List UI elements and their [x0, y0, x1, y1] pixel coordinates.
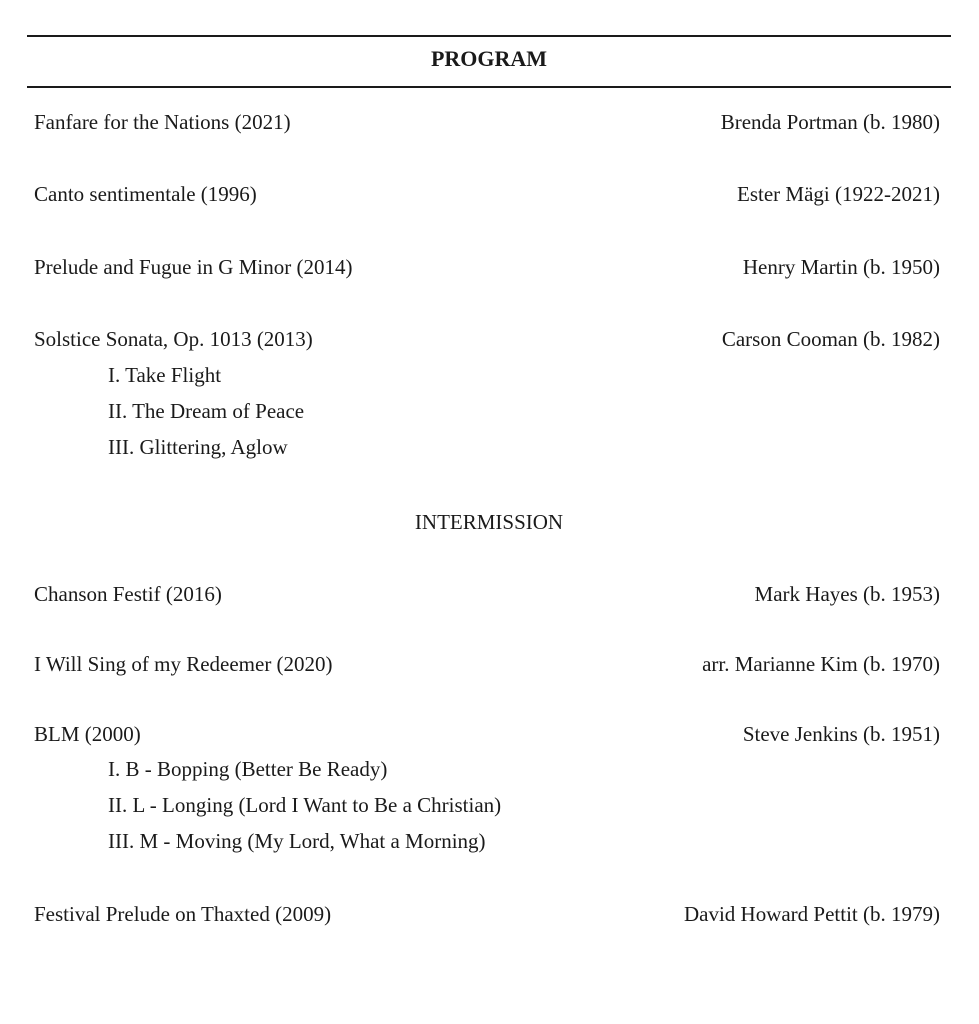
movement: III. Glittering, Aglow: [108, 435, 288, 459]
program-heading: PROGRAM: [430, 46, 548, 71]
movement: II. L - Longing (Lord I Want to Be a Christian): [108, 793, 502, 817]
movement: I. B - Bopping (Better Be Ready): [108, 757, 388, 781]
movement: III. M - Moving (My Lord, What a Morning): [108, 829, 486, 853]
piece-title: BLM (2000): [34, 722, 141, 746]
heading-rule: [27, 86, 951, 88]
composer: arr. Marianne Kim (b. 1970): [702, 652, 940, 676]
piece-title: Prelude and Fugue in G Minor (2014): [34, 255, 353, 279]
composer: Carson Cooman (b. 1982): [721, 327, 940, 351]
piece-title: Chanson Festif (2016): [34, 582, 222, 606]
piece-title: Festival Prelude on Thaxted (2009): [34, 902, 332, 926]
movement: II. The Dream of Peace: [108, 399, 305, 423]
composer: Brenda Portman (b. 1980): [720, 110, 940, 134]
composer: Mark Hayes (b. 1953): [754, 582, 940, 606]
movement-list: [108, 357, 304, 465]
intermission-label: INTERMISSION: [414, 510, 564, 534]
composer: Steve Jenkins (b. 1951): [742, 722, 940, 746]
composer: Henry Martin (b. 1950): [742, 255, 940, 279]
top-rule: [27, 35, 951, 37]
movement-list: [108, 751, 501, 859]
composer: David Howard Pettit (b. 1979): [683, 902, 940, 926]
piece-title: Solstice Sonata, Op. 1013 (2013): [34, 327, 313, 351]
piece-title: Canto sentimentale (1996): [34, 182, 257, 206]
movement: I. Take Flight: [108, 363, 222, 387]
composer: Ester Mägi (1922-2021): [737, 182, 940, 206]
piece-title: I Will Sing of my Redeemer (2020): [34, 652, 333, 676]
piece-title: Fanfare for the Nations (2021): [34, 110, 291, 134]
